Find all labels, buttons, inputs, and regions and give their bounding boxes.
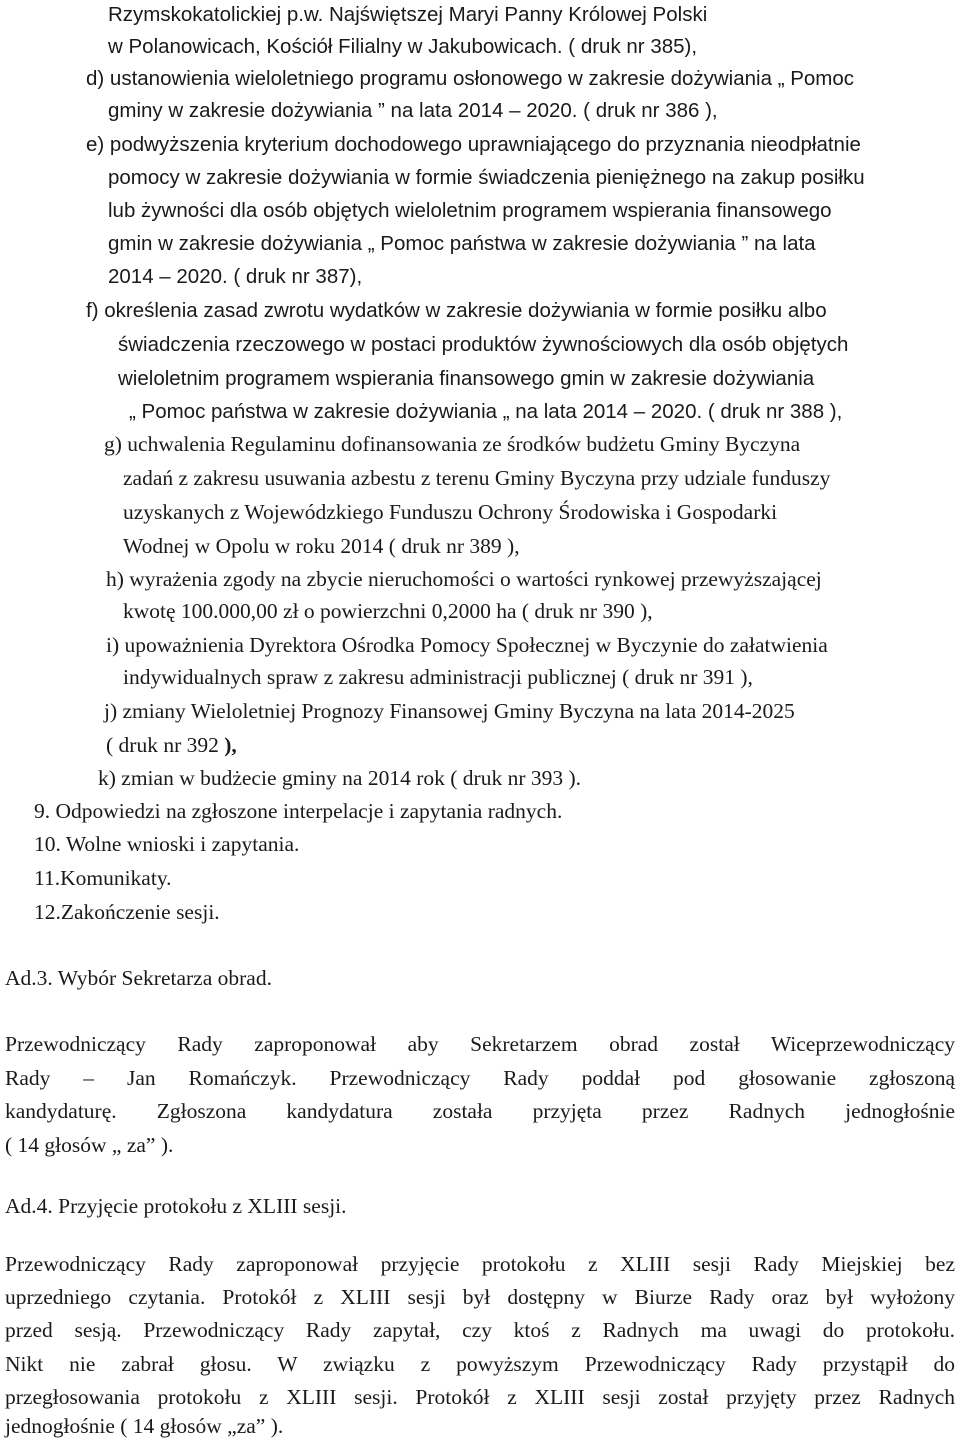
paragraph-line: przegłosowania protokołu z XLIII sesji. Protokół z XLIII sesji został przyjęty przez Radnych — [5, 1385, 955, 1409]
agenda-item-f-cont: wieloletnim programem wspierania finansowego gmin w zakresie dożywiania — [118, 367, 815, 390]
agenda-item-g: g) uchwalenia Regulaminu dofinansowania ze środków budżetu Gminy Byczyna — [104, 432, 801, 456]
agenda-item-f-cont: „ Pomoc państwa w zakresie dożywiania „ na lata 2014 – 2020. ( druk nr 388 ), — [129, 400, 843, 423]
paragraph-line: kandydaturę. Zgłoszona kandydatura została przyjęta przez Radnych jednogłośnie — [5, 1099, 955, 1123]
section-heading: Ad.4. Przyjęcie protokołu z XLIII sesji. — [5, 1194, 347, 1218]
agenda-item-d: d) ustanowienia wieloletniego programu osłonowego w zakresie dożywiania „ Pomoc — [86, 67, 855, 90]
agenda-item-h-cont: kwotę 100.000,00 zł o powierzchni 0,2000 ha ( druk nr 390 ), — [123, 599, 653, 623]
agenda-item-d-cont: gminy w zakresie dożywiania ” na lata 2014 – 2020. ( druk nr 386 ), — [108, 99, 718, 122]
paragraph-line: jednogłośnie ( 14 głosów „za” ). — [5, 1414, 284, 1438]
agenda-item-j-cont — [106, 730, 237, 760]
paragraph-line: Nikt nie zabrał głosu. W związku z powyższym Przewodniczący Rady przystąpił do — [5, 1352, 955, 1376]
agenda-item-g-cont: zadań z zakresu usuwania azbestu z terenu Gminy Byczyna przy udziale funduszy — [123, 466, 831, 490]
agenda-item-e-cont: 2014 – 2020. ( druk nr 387), — [108, 265, 363, 288]
agenda-item-j-cont-closing: ), — [224, 733, 237, 757]
paragraph-line: Rady – Jan Romańczyk. Przewodniczący Rady poddał pod głosowanie zgłoszoną — [5, 1066, 955, 1090]
paragraph-line: Przewodniczący Rady zaproponował przyjęcie protokołu z XLIII sesji Rady Miejskiej bez — [5, 1252, 955, 1276]
agenda-item-e: e) podwyższenia kryterium dochodowego uprawniającego do przyznania nieodpłatnie — [86, 133, 861, 156]
agenda-item-10: 10. Wolne wnioski i zapytania. — [34, 832, 300, 856]
agenda-item-j: j) zmiany Wieloletniej Prognozy Finansowej Gminy Byczyna na lata 2014-2025 — [104, 699, 795, 723]
agenda-item-f-cont: świadczenia rzeczowego w postaci produktów żywnościowych dla osób objętych — [118, 333, 849, 356]
paragraph-line: uprzedniego czytania. Protokół z XLIII sesji był dostępny w Biurze Rady oraz był wyłożony — [5, 1285, 955, 1309]
agenda-item-11: 11.Komunikaty. — [34, 866, 172, 890]
agenda-item-g-cont: uzyskanych z Wojewódzkiego Funduszu Ochrony Środowiska i Gospodarki — [123, 500, 778, 524]
section-heading: Ad.3. Wybór Sekretarza obrad. — [5, 966, 272, 990]
agenda-item-j-cont-text: ( druk nr 392 — [106, 733, 225, 757]
paragraph-line: przed sesją. Przewodniczący Rady zapytał, czy ktoś z Radnych ma uwagi do protokołu. — [5, 1318, 955, 1342]
agenda-item-e-cont: gmin w zakresie dożywiania „ Pomoc państwa w zakresie dożywiania ” na lata — [108, 232, 816, 255]
agenda-item-g-cont: Wodnej w Opolu w roku 2014 ( druk nr 389 ), — [123, 534, 520, 558]
agenda-item-k: k) zmian w budżecie gminy na 2014 rok ( druk nr 393 ). — [98, 766, 582, 790]
agenda-item-i-cont: indywidualnych spraw z zakresu administracji publicznej ( druk nr 391 ), — [123, 665, 753, 689]
agenda-item-c-end-line: Rzymskokatolickiej p.w. Najświętszej Maryi Panny Królowej Polski — [108, 3, 708, 26]
paragraph-line: ( 14 głosów „ za” ). — [5, 1133, 174, 1157]
agenda-item-9: 9. Odpowiedzi na zgłoszone interpelacje i zapytania radnych. — [34, 799, 563, 823]
agenda-item-f: f) określenia zasad zwrotu wydatków w zakresie dożywiania w formie posiłku albo — [86, 299, 827, 322]
paragraph-line: Przewodniczący Rady zaproponował aby Sekretarzem obrad został Wiceprzewodniczący — [5, 1032, 955, 1056]
agenda-item-h: h) wyrażenia zgody na zbycie nieruchomości o wartości rynkowej przewyższającej — [106, 567, 822, 591]
agenda-item-c-end-line: w Polanowicach, Kościół Filialny w Jakubowicach. ( druk nr 385), — [108, 35, 698, 58]
agenda-item-e-cont: pomocy w zakresie dożywiania w formie świadczenia pieniężnego na zakup posiłku — [108, 166, 865, 189]
agenda-item-12: 12.Zakończenie sesji. — [34, 900, 220, 924]
agenda-item-e-cont: lub żywności dla osób objętych wieloletnim programem wspierania finansowego — [108, 199, 832, 222]
agenda-item-i: i) upoważnienia Dyrektora Ośrodka Pomocy Społecznej w Byczynie do załatwienia — [106, 633, 828, 657]
